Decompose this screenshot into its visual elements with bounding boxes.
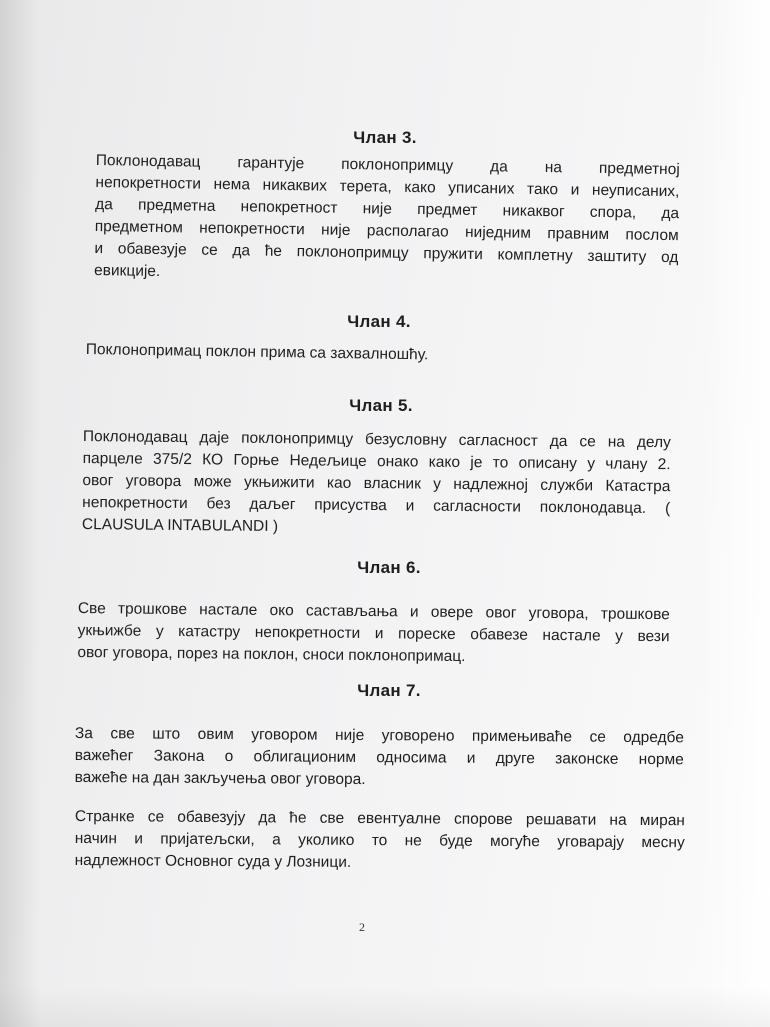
text-line: непокретности без даљег присуства и сагласности поклонодавца. ( bbox=[82, 493, 671, 518]
text-line: надлежност Основног суда у Лозници. bbox=[74, 851, 352, 871]
article-6-heading: Члан 6. bbox=[357, 558, 421, 577]
article-5-heading: Члан 5. bbox=[349, 396, 413, 415]
article-6-text bbox=[77, 598, 670, 670]
text-line: Поклонопримац поклон прима са захвалношћу. bbox=[85, 340, 429, 364]
article-3-text bbox=[94, 150, 680, 291]
text-line: важећег Закона о облигационим односима и друге законске норме bbox=[74, 746, 684, 769]
article-7-heading: Члан 7. bbox=[357, 681, 421, 700]
article-7-text bbox=[75, 723, 684, 793]
article-7-text-2 bbox=[75, 806, 685, 876]
article-3-heading: Члан 3. bbox=[353, 128, 417, 147]
article-4-text bbox=[86, 339, 486, 367]
text-line: евикције. bbox=[93, 261, 161, 281]
text-line: овог уговора, порез на поклон, сноси поклонопримац. bbox=[77, 643, 466, 666]
text-line: и обавезује се да ће поклонопримцу пружити комплетну заштиту од bbox=[94, 239, 679, 267]
text-line: предметном непокретности није располагао ниједним правним послом bbox=[94, 217, 679, 245]
page-shadow-left bbox=[0, 0, 40, 1027]
text-line: начин и пријатељски, а уколико то не буде могуће уговарају месну bbox=[74, 829, 685, 852]
text-line: непокретности нема никаквих терета, како уписаних тако и неуписаних, bbox=[95, 173, 680, 201]
article-5-text bbox=[82, 426, 671, 542]
page-shadow-bottom bbox=[0, 987, 770, 1027]
page-glare-right bbox=[700, 0, 770, 1027]
text-line: укњижбе у катастру непокретности и пореске обавезе настале у вези bbox=[77, 621, 670, 646]
text-line: да предметна непокретност није предмет никаквог спора, да bbox=[95, 195, 680, 223]
text-line: Странке се обавезују да ће све евентуалне спорове решавати на миран bbox=[74, 807, 685, 830]
text-line: За све што овим уговором није уговорено примењиваће се одредбе bbox=[74, 724, 684, 747]
article-4-heading: Члан 4. bbox=[347, 312, 411, 331]
text-line: Поклонодавац гарантује поклонопримцу да на предметној bbox=[95, 151, 680, 179]
text-line: Све трошкове настале око састављања и овере овог уговора, трошкове bbox=[77, 599, 670, 624]
text-line: овог уговора може укњижити као власник у надлежној служби Катастра bbox=[82, 471, 671, 496]
page-number: 2 bbox=[359, 920, 365, 934]
text-line: Поклонодавац даје поклонопримцу безусловну сагласност да се на делу bbox=[82, 427, 671, 452]
text-line: важеће на дан закључења овог уговора. bbox=[74, 768, 366, 789]
text-line: парцеле 375/2 КО Горње Недељице онако како је то описану у члану 2. bbox=[82, 449, 671, 474]
text-line: CLAUSULA INTABULANDI ) bbox=[81, 515, 279, 536]
